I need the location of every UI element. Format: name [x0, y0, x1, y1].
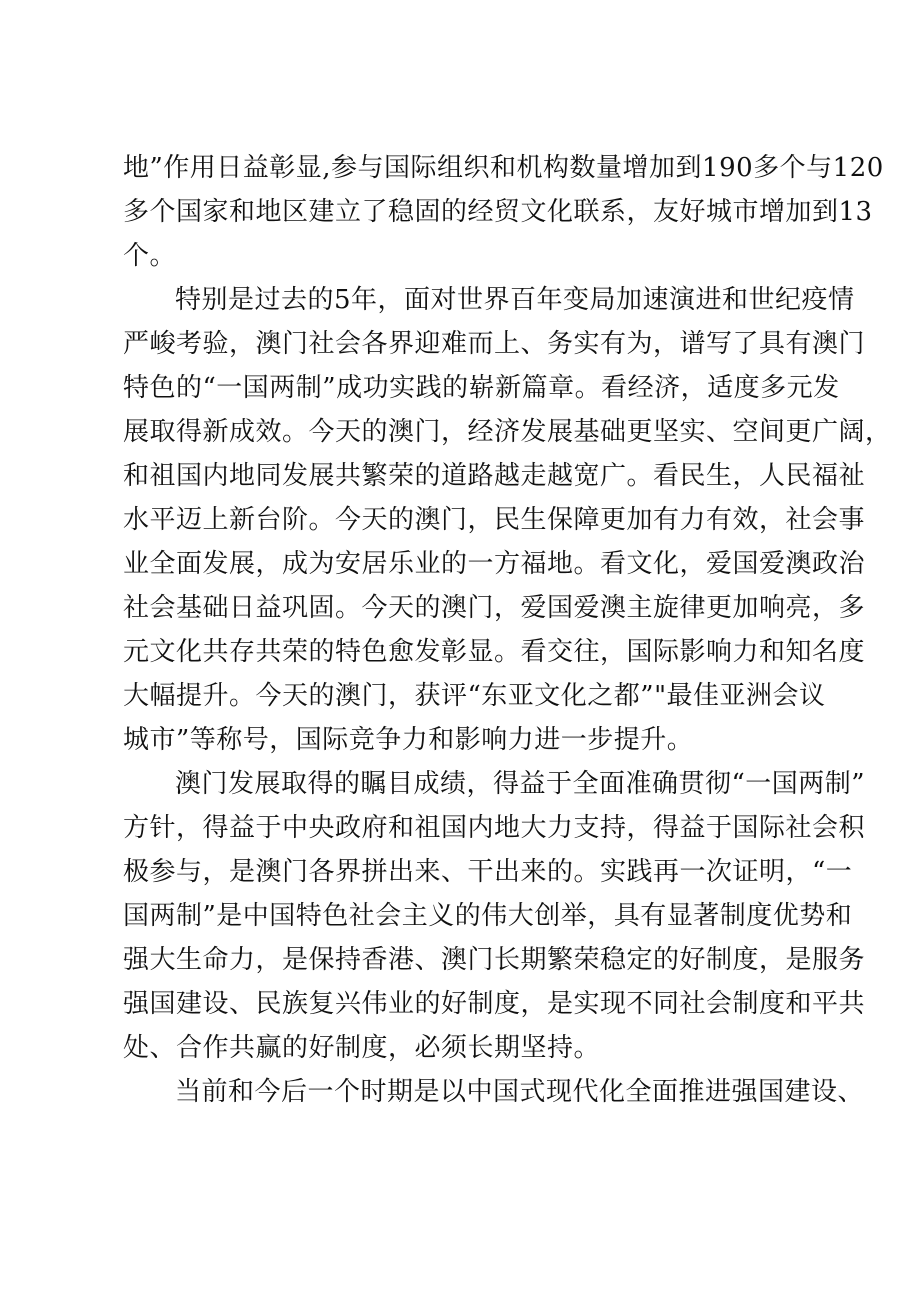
text-line: 强大生命力，是保持香港、澳门长期繁荣稳定的好制度，是服务 — [123, 945, 866, 975]
text-line: 严峻考验，澳门社会各界迎难而上、务实有为，谱写了具有澳门 — [123, 329, 866, 359]
paragraph-first-line: 特别是过去的5年，面对世界百年变局加速演进和世纪疫情 — [175, 285, 855, 315]
paragraph-first-line: 当前和今后一个时期是以中国式现代化全面推进强国建设、 — [175, 1077, 865, 1107]
text-line: 水平迈上新台阶。今天的澳门，民生保障更加有力有效，社会事 — [123, 505, 866, 535]
text-line: 展取得新成效。今天的澳门，经济发展基础更坚实、空间更广阔， — [123, 417, 892, 447]
text-line: 极参与，是澳门各界拼出来、干出来的。实践再一次证明，“一 — [123, 857, 853, 887]
text-line: 城市”等称号，国际竞争力和影响力进一步提升。 — [123, 725, 694, 755]
text-line: 和祖国内地同发展共繁荣的道路越走越宽广。看民生，人民福祉 — [123, 461, 866, 491]
text-line: 社会基础日益巩固。今天的澳门，爱国爱澳主旋律更加响亮，多 — [123, 593, 866, 623]
text-line: 多个国家和地区建立了稳固的经贸文化联系，友好城市增加到13 — [123, 197, 873, 227]
text-line: 处、合作共赢的好制度，必须长期坚持。 — [123, 1033, 601, 1063]
text-line: 地”作用日益彰显,参与国际组织和机构数量增加到190多个与120 — [123, 153, 884, 183]
text-line: 个。 — [123, 241, 177, 271]
text-line: 方针，得益于中央政府和祖国内地大力支持，得益于国际社会积 — [123, 813, 866, 843]
text-line: 强国建设、民族复兴伟业的好制度，是实现不同社会制度和平共 — [123, 989, 866, 1019]
text-line: 元文化共存共荣的特色愈发彰显。看交往，国际影响力和知名度 — [123, 637, 866, 667]
body-text — [123, 146, 892, 1114]
text-line: 业全面发展，成为安居乐业的一方福地。看文化，爱国爱澳政治 — [123, 549, 866, 579]
text-line: 大幅提升。今天的澳门，获评“东亚文化之都”"最佳亚洲会议 — [123, 681, 826, 711]
text-line: 特色的“一国两制”成功实践的崭新篇章。看经济，适度多元发 — [123, 373, 840, 403]
paragraph-first-line: 澳门发展取得的瞩目成绩，得益于全面准确贯彻“一国两制” — [175, 769, 866, 799]
text-line: 国两制”是中国特色社会主义的伟大创举，具有显著制度优势和 — [123, 901, 853, 931]
